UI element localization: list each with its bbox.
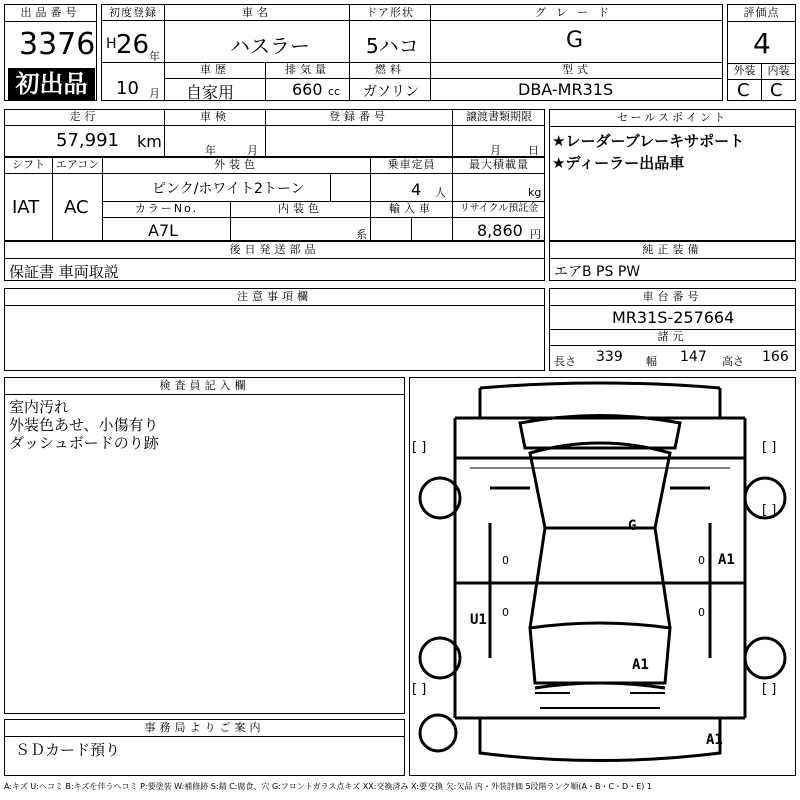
transfer-day-unit: 日 — [528, 144, 539, 157]
mark-rear-glass: A1 — [632, 657, 649, 673]
fuel-value: ガソリン — [363, 84, 419, 100]
first-reg-year: 26 — [116, 30, 150, 60]
score-value: 4 — [753, 27, 771, 60]
later-parts-box — [4, 241, 545, 281]
aircon-value: AC — [64, 197, 89, 218]
transfer-month-unit: 月 — [490, 144, 501, 157]
office-box — [4, 719, 405, 776]
recycle-fee: 8,860 — [477, 221, 523, 240]
score-label: 評価点 — [743, 6, 780, 19]
sales-point-1: ★レーダーブレーキサポート — [552, 132, 745, 150]
inspection-year-unit: 年 — [205, 144, 216, 157]
later-parts-label: 後日発送部品 — [229, 243, 320, 256]
bracket-right-mid: [ ] — [762, 503, 777, 518]
chassis-box — [549, 288, 796, 371]
bracket-left-low: [ ] — [412, 682, 427, 697]
oval-left-front: 0 — [502, 554, 509, 567]
interior-score-label: 内装 — [767, 64, 790, 77]
bracket-left-top: [ ] — [412, 440, 427, 455]
length-label: 長さ — [554, 355, 576, 368]
sales-points-box — [549, 109, 796, 241]
capacity-value: 4 — [411, 180, 422, 199]
inspector-label: 検査員記入欄 — [159, 379, 250, 392]
grade-label: グレード — [535, 6, 619, 19]
lot-number: 3376 — [19, 27, 96, 62]
lot-label: 出品番号 — [20, 6, 81, 19]
aircon-label: エアコン — [55, 158, 100, 171]
mileage-unit: km — [137, 132, 162, 151]
height-value: 166 — [762, 349, 789, 365]
era: H — [106, 36, 117, 52]
capacity-label: 乗車定員 — [387, 158, 436, 171]
oval-right-rear: 0 — [698, 606, 705, 619]
displacement-value: 660 — [292, 80, 323, 99]
type-code-value: DBA-MR31S — [518, 80, 614, 99]
office-note: ＳＤカード預り — [15, 741, 121, 759]
interior-color-unit: 系 — [356, 228, 367, 241]
reg-no-label: 登録番号 — [329, 110, 389, 123]
inspection-label: 車検 — [200, 110, 230, 123]
height-label: 高さ — [722, 355, 744, 368]
oval-right-front: 0 — [698, 554, 705, 567]
displacement-unit: cc — [328, 85, 341, 98]
mark-left-rear-door: U1 — [470, 612, 487, 628]
notes-label: 注意事項欄 — [237, 290, 312, 303]
capacity-unit: 人 — [435, 186, 446, 199]
shift-label: シフト — [12, 158, 45, 171]
oval-left-rear: 0 — [502, 606, 509, 619]
recycle-unit: 円 — [530, 228, 541, 241]
history-label: 車歴 — [200, 63, 230, 76]
door-type: 5ハコ — [366, 34, 419, 58]
mileage-value: 57,991 — [56, 130, 119, 151]
mark-roof: G — [628, 518, 637, 534]
door-label: ドア形状 — [366, 6, 414, 19]
first-reg-month: 10 — [116, 78, 139, 99]
model-name: ハスラー — [230, 34, 310, 58]
import-label: 輸入車 — [389, 202, 434, 215]
color-no-value: A7L — [148, 221, 179, 240]
inspector-note-1: 室内汚れ — [9, 398, 70, 416]
car-outline-diagram — [410, 378, 795, 775]
score-box — [727, 4, 796, 101]
type-code-label: 型式 — [562, 63, 592, 76]
later-parts-value: 保証書 車両取説 — [9, 263, 119, 281]
width-value: 147 — [680, 349, 707, 365]
max-load-unit: kg — [528, 186, 542, 199]
chassis-number: MR31S-257664 — [612, 308, 735, 327]
mileage-label: 走行 — [69, 110, 100, 123]
grade-value: G — [566, 28, 584, 53]
bracket-right-low: [ ] — [762, 682, 777, 697]
equipment-box — [549, 241, 796, 281]
color-label: 外装色 — [214, 158, 259, 171]
exterior-score: C — [737, 80, 750, 101]
first-listing-badge: 初出品 — [8, 68, 95, 100]
legend: A:キズ U:ヘコミ B:キズを伴うヘコミ P:要塗装 W:補修跡 S:錆 C:腐食、穴 G:フロントガラス点キズ XX:交換済み X:要交換 欠:欠品 内・外装評価 5段階ランク順(A・B・C・D・E) 1 — [4, 782, 653, 791]
sales-point-2: ★ディーラー出品車 — [552, 154, 685, 172]
notes-box — [4, 288, 545, 371]
mark-right-front-door: A1 — [718, 552, 735, 568]
displacement-label: 排気量 — [285, 63, 330, 76]
chassis-label: 車台番号 — [642, 290, 703, 303]
inspector-note-3: ダッシュボードのり跡 — [9, 434, 159, 452]
car-diagram — [409, 377, 796, 776]
year-unit: 年 — [149, 50, 160, 63]
shift-value: IAT — [12, 197, 40, 218]
recycle-label: リサイクル預託金 — [459, 203, 539, 214]
transfer-deadline-label: 譲渡書類期限 — [466, 110, 532, 123]
interior-score: C — [770, 80, 783, 101]
inspector-box — [4, 377, 405, 714]
mark-rear-bumper: A1 — [706, 732, 723, 748]
office-label: 事務局よりご案内 — [144, 721, 265, 734]
inspection-month-unit: 月 — [247, 144, 258, 157]
length-value: 339 — [596, 349, 623, 365]
exterior-score-label: 外装 — [733, 64, 756, 77]
month-unit: 月 — [149, 87, 160, 100]
sales-points-label: セールスポイント — [616, 111, 728, 124]
inspector-note-2: 外装色あせ、小傷有り — [9, 416, 159, 434]
width-label: 幅 — [646, 355, 657, 368]
bracket-right-top: [ ] — [762, 440, 777, 455]
color-no-label: カラーNo. — [134, 202, 199, 215]
equipment-label: 純正装備 — [642, 243, 703, 256]
model-label: 車名 — [242, 6, 272, 19]
lot-box — [4, 4, 97, 101]
dimensions-label: 諸元 — [657, 330, 688, 343]
interior-color-label: 内装色 — [278, 202, 323, 215]
fuel-label: 燃料 — [375, 63, 405, 76]
color-value: ピンク/ホワイト2トーン — [152, 181, 305, 197]
equipment-value: エアB PS PW — [554, 264, 641, 280]
history-value: 自家用 — [186, 83, 235, 102]
max-load-label: 最大積載量 — [469, 158, 529, 171]
first-reg-label: 初度登録 — [109, 6, 157, 19]
